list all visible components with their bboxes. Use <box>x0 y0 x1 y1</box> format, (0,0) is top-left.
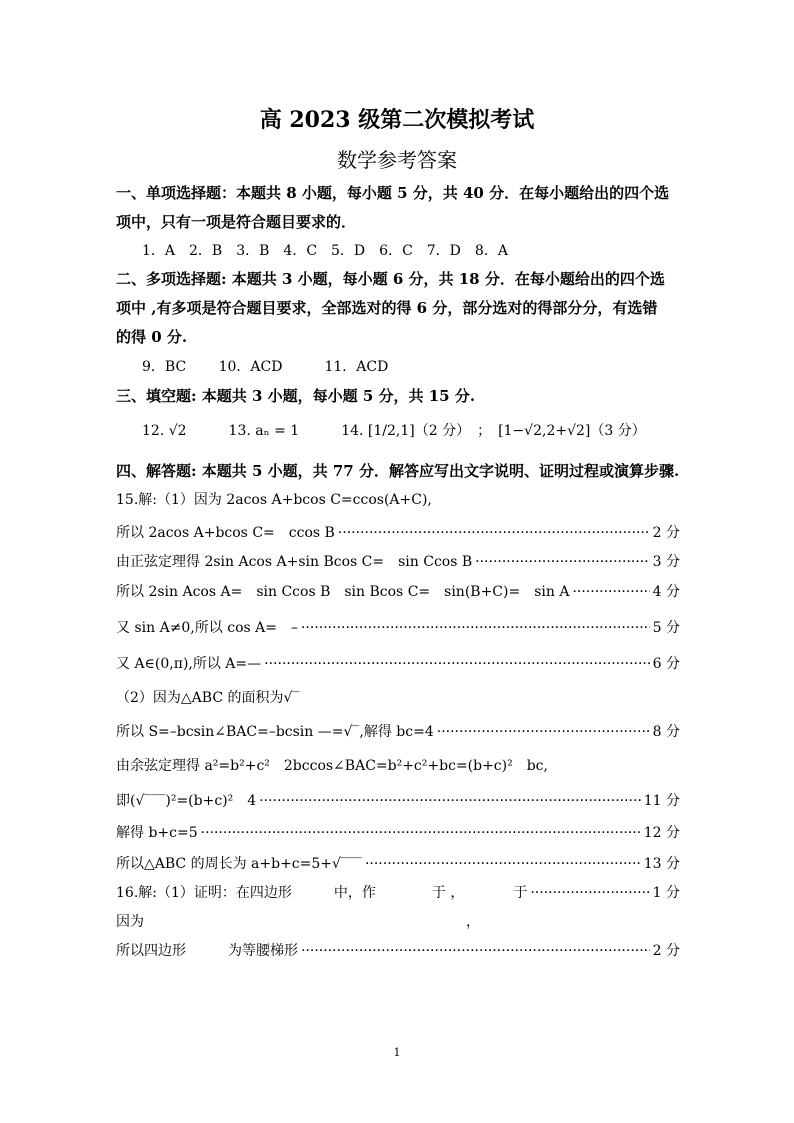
solution-line-text: 又 sin A≠0,所以 cos A= – <box>116 620 298 636</box>
solution-line <box>116 581 680 601</box>
solution-line-text: 所以四边形 为等腰梯形 <box>116 943 298 959</box>
solution-line-text: 即(√‾‾‾)²=(b+c)² 4 <box>116 793 257 809</box>
solution-line-text: 所以 S=–bcsin∠BAC=–bcsin —=√‾,解得 bc=4 <box>116 724 434 740</box>
leader-dots <box>338 525 650 541</box>
leader-dots <box>264 656 649 672</box>
points-label: 4 分 <box>652 584 680 600</box>
points-label: 8 分 <box>652 724 680 740</box>
points-label: 2 分 <box>652 525 680 541</box>
solution-line-text: 所以 2acos A+bcos C= ccos B <box>116 525 335 541</box>
points-label: 11 分 <box>643 793 680 809</box>
points-label: 2 分 <box>652 943 680 959</box>
page-number: 1 <box>393 1046 401 1059</box>
solution-line <box>116 790 680 810</box>
solution-line <box>116 911 680 931</box>
section4-heading: 四、解答题: 本题共 5 小题，共 77 分．解答应写出文字说明、证明过程或演算步骤. <box>116 462 680 480</box>
solution-line <box>116 551 680 571</box>
points-label: 3 分 <box>652 554 680 570</box>
section2-heading-line1: 二、多项选择题: 本题共 3 小题，每小题 6 分，共 18 分．在每小题给出的四个选 <box>116 270 665 288</box>
section2-heading-line3: 的得 0 分. <box>116 328 188 346</box>
solution-line <box>116 755 680 775</box>
points-label: 13 分 <box>643 856 680 872</box>
solution-line <box>116 721 680 741</box>
solution-line <box>116 522 680 542</box>
section1-heading-line1: 一、单项选择题：本题共 8 小题，每小题 5 分，共 40 分．在每小题给出的四个选 <box>116 184 670 202</box>
leader-dots <box>572 584 649 600</box>
page-subtitle: 数学参考答案 <box>337 148 457 172</box>
leader-dots <box>365 856 641 872</box>
solution-line-text: 15.解:（1）因为 2acos A+bcos C=ccos(A+C), <box>116 492 432 508</box>
solution-line-text: 又 A∈(0,π),所以 A=— <box>116 656 262 672</box>
solution-line <box>116 940 680 960</box>
leader-dots <box>201 825 641 841</box>
section1-heading-line2: 项中，只有一项是符合题目要求的． <box>116 213 357 231</box>
leader-dots <box>301 943 650 959</box>
solution-line-text: （2）因为△ABC 的面积为√‾ <box>116 690 300 706</box>
leader-dots <box>301 620 650 636</box>
solution-line <box>116 822 680 842</box>
solution-line <box>116 853 680 873</box>
leader-dots <box>437 724 650 740</box>
solution-line-text: 由余弦定理得 a²=b²+c² 2bccos∠BAC=b²+c²+bc=(b+c)² bc, <box>116 758 548 774</box>
solution-line-text: 解得 b+c=5 <box>116 825 198 841</box>
points-label: 5 分 <box>652 620 680 636</box>
section3-heading: 三、填空题: 本题共 3 小题，每小题 5 分，共 15 分. <box>116 387 476 405</box>
section1-answers: 1．A 2．B 3．B 4．C 5．D 6．C 7．D 8．A <box>142 243 508 259</box>
points-label: 12 分 <box>643 825 680 841</box>
solution-line-text: 16.解:（1）证明：在四边形 中，作 于 ， 于 <box>116 885 528 901</box>
page-title: 高 2023 级第二次模拟考试 <box>259 107 535 133</box>
section2-heading-line2: 项中 ,有多项是符合题目要求，全部选对的得 6 分，部分选对的得部分分，有选错 <box>116 299 658 317</box>
solution-line <box>116 687 680 707</box>
solution-line-text: 所以△ABC 的周长为 a+b+c=5+√‾‾‾ <box>116 856 362 872</box>
solution-line <box>116 617 680 637</box>
leader-dots <box>530 885 649 901</box>
solution-line-text: 因为 ， <box>116 914 480 930</box>
solution-line-text: 由正弦定理得 2sin Acos A+sin Bcos C= sin Ccos B <box>116 554 473 570</box>
solution-line <box>116 489 680 509</box>
solution-line-text: 所以 2sin Acos A= sin Ccos B sin Bcos C= sin(B+C)= sin A <box>116 584 570 600</box>
leader-dots <box>475 554 650 570</box>
solution-line <box>116 882 680 902</box>
section2-answers: 9．BC 10．ACD 11．ACD <box>142 359 389 375</box>
points-label: 6 分 <box>652 656 680 672</box>
section3-answers: 12. √2 13. aₙ = 1 14. [1/2,1]（2 分） ； [1−√2,2+√2]（3 分） <box>142 423 646 439</box>
points-label: 1 分 <box>652 885 680 901</box>
solution-line <box>116 653 680 673</box>
leader-dots <box>259 793 641 809</box>
